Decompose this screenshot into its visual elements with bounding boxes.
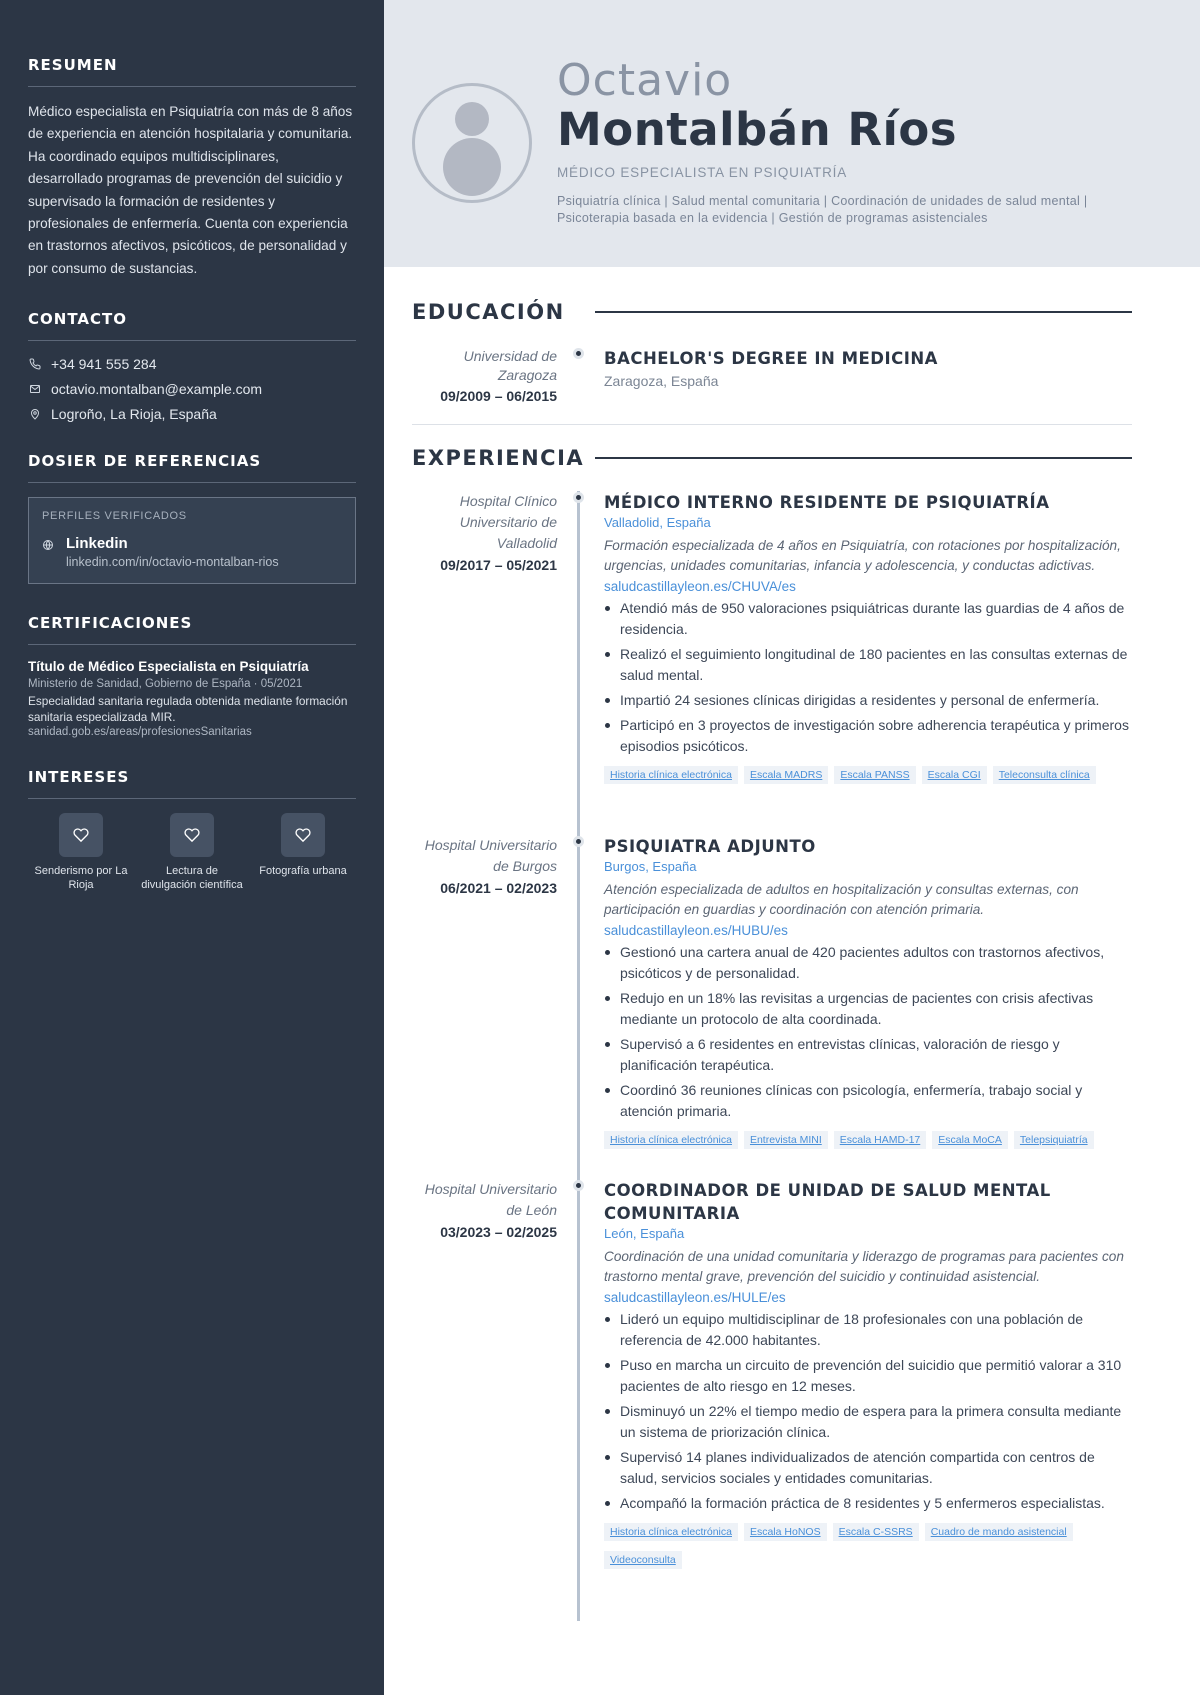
- phone-row[interactable]: [28, 355, 356, 372]
- heart-icon: [170, 813, 214, 857]
- avatar-body: [443, 138, 501, 196]
- experience-dates: 03/2023 – 02/2025: [440, 1224, 557, 1240]
- experience-position: PSIQUIATRA ADJUNTO: [604, 837, 816, 856]
- map-pin-icon: [28, 407, 42, 421]
- bullet-item: Participó en 3 proyectos de investigación sobre adherencia terapéutica y primeros episodios psicóticos.: [604, 715, 1134, 757]
- references-head: PERFILES VERIFICADOS: [42, 510, 187, 523]
- first-name: Octavio: [557, 55, 733, 106]
- profile-header: [384, 0, 1200, 267]
- references-section: [28, 452, 356, 584]
- profile-name: Linkedin: [66, 535, 128, 553]
- phone-text: +34 941 555 284: [51, 355, 157, 372]
- experience-header: [412, 443, 1132, 473]
- references-title: DOSIER DE REFERENCIAS: [28, 452, 356, 483]
- skill-tag[interactable]: Telepsiquiatría: [1014, 1131, 1094, 1149]
- experience-bullets: [604, 1309, 1134, 1514]
- skill-tags: [604, 766, 1134, 794]
- skill-tag[interactable]: Historia clínica electrónica: [604, 1523, 738, 1541]
- cert-description: Especialidad sanitaria regulada obtenida mediante formación sanitaria especializada MIR.: [28, 694, 348, 725]
- references-box: [28, 497, 356, 584]
- experience-institution: Hospital Universitario de León: [424, 1181, 557, 1218]
- education-dates: 09/2009 – 06/2015: [440, 388, 557, 404]
- education-rule: [595, 311, 1132, 313]
- experience-bullets: [604, 942, 1134, 1122]
- summary-section: [28, 56, 356, 280]
- sidebar: [0, 0, 384, 1695]
- interest-label: Fotografía urbana: [259, 865, 347, 878]
- bullet-item: Atendió más de 950 valoraciones psiquiátricas durante las guardias de 4 años de residencia.: [604, 598, 1134, 640]
- experience-title: EXPERIENCIA: [412, 446, 585, 470]
- education-header: [412, 297, 1132, 327]
- experience-location: Valladolid, España: [604, 515, 711, 530]
- heart-icon: [59, 813, 103, 857]
- location-text: Logroño, La Rioja, España: [51, 405, 217, 422]
- keywords: Psiquiatría clínica | Salud mental comunitaria | Coordinación de unidades de salud mental | Psicoterapia basada en la evidencia | Gestión de programas asistenciales: [557, 194, 1088, 225]
- email-row[interactable]: [28, 380, 356, 397]
- experience-link[interactable]: saludcastillayleon.es/HUBU/es: [604, 923, 788, 938]
- location-row: [28, 405, 356, 422]
- skill-tag[interactable]: Escala HoNOS: [744, 1523, 827, 1541]
- skill-tag[interactable]: Escala HAMD-17: [834, 1131, 927, 1149]
- interest-item: [28, 813, 134, 892]
- skill-tag[interactable]: Historia clínica electrónica: [604, 1131, 738, 1149]
- profile-url[interactable]: linkedin.com/in/octavio-montalban-rios: [66, 555, 279, 570]
- experience-description: Coordinación de una unidad comunitaria y liderazgo de programas para pacientes con trastorno mental grave, prevención del suicidio y continuidad asistencial.: [604, 1249, 1124, 1284]
- bullet-item: Impartió 24 sesiones clínicas dirigidas a residentes y personal de enfermería.: [604, 690, 1134, 711]
- avatar-head: [455, 102, 489, 136]
- experience-position: COORDINADOR DE UNIDAD DE SALUD MENTAL COMUNITARIA: [604, 1181, 1051, 1223]
- experience-location: León, España: [604, 1226, 685, 1241]
- mail-icon: [28, 382, 42, 396]
- skill-tags: [604, 1523, 1134, 1579]
- interests-section: [28, 768, 356, 892]
- bullet-item: Redujo en un 18% las revisitas a urgencias de pacientes con crisis afectivas mediante un protocolo de alta coordinada.: [604, 988, 1134, 1030]
- experience-description: Atención especializada de adultos en hospitalización y consultas externas, con participación en guardias y coordinación con atención primaria.: [604, 882, 1079, 917]
- cert-issuer: Ministerio de Sanidad, Gobierno de España · 05/2021: [28, 678, 303, 691]
- education-institution: Universidad de Zaragoza: [463, 348, 557, 383]
- bullet-item: Disminuyó un 22% el tiempo medio de espera para la primera consulta mediante un sistema de priorización clínica.: [604, 1401, 1134, 1443]
- avatar: [412, 83, 532, 203]
- experience-institution: Hospital Clínico Universitario de Valladolid: [459, 493, 557, 551]
- skill-tag[interactable]: Escala CGI: [922, 766, 987, 784]
- bullet-item: Realizó el seguimiento longitudinal de 180 pacientes en las consultas externas de salud mental.: [604, 644, 1134, 686]
- experience-bullets: [604, 598, 1134, 757]
- skill-tag[interactable]: Escala MoCA: [932, 1131, 1008, 1149]
- education-degree: BACHELOR'S DEGREE IN MEDICINA: [604, 349, 938, 368]
- job-title: MÉDICO ESPECIALISTA EN PSIQUIATRÍA: [557, 165, 848, 180]
- experience-timeline: [577, 491, 580, 1621]
- interest-label: Lectura de divulgación científica: [141, 865, 243, 892]
- skill-tags: [604, 1131, 1134, 1159]
- bullet-item: Puso en marcha un circuito de prevención del suicidio que permitió valorar a 310 pacientes de alto riesgo en 12 meses.: [604, 1355, 1134, 1397]
- skill-tag[interactable]: Escala PANSS: [834, 766, 915, 784]
- experience-institution: Hospital Universitario de Burgos: [424, 837, 557, 874]
- experience-link[interactable]: saludcastillayleon.es/HULE/es: [604, 1290, 786, 1305]
- interest-item: [139, 813, 245, 892]
- interest-label: Senderismo por La Rioja: [34, 865, 128, 892]
- timeline-dot: [573, 492, 584, 503]
- bullet-item: Coordinó 36 reuniones clínicas con psicología, enfermería, trabajo social y atención primaria.: [604, 1080, 1134, 1122]
- education-title: EDUCACIÓN: [412, 300, 565, 324]
- experience-link[interactable]: saludcastillayleon.es/CHUVA/es: [604, 579, 796, 594]
- skill-tag[interactable]: Escala C-SSRS: [833, 1523, 919, 1541]
- experience-description: Formación especializada de 4 años en Psiquiatría, con rotaciones por hospitalización, urgencias, unidades comunitarias, infancia y adolescencia, y conductas adictivas.: [604, 538, 1121, 573]
- globe-icon: [42, 538, 56, 556]
- contact-section: [28, 310, 356, 422]
- heart-icon: [281, 813, 325, 857]
- experience-rule: [595, 457, 1132, 459]
- skill-tag[interactable]: Teleconsulta clínica: [993, 766, 1096, 784]
- skill-tag[interactable]: Cuadro de mando asistencial: [925, 1523, 1073, 1541]
- experience-position: MÉDICO INTERNO RESIDENTE DE PSIQUIATRÍA: [604, 493, 1050, 512]
- contact-title: CONTACTO: [28, 310, 356, 341]
- bullet-item: Supervisó 14 planes individualizados de atención compartida con centros de salud, servicios sociales y entidades comunitarias.: [604, 1447, 1134, 1489]
- education-entry: [412, 347, 1132, 425]
- interest-item: [250, 813, 356, 892]
- certifications-title: CERTIFICACIONES: [28, 614, 356, 645]
- bullet-item: Lideró un equipo multidisciplinar de 18 profesionales con una población de referencia de 42.000 habitantes.: [604, 1309, 1134, 1351]
- timeline-dot: [573, 836, 584, 847]
- bullet-item: Acompañó la formación práctica de 8 residentes y 5 enfermeros especialistas.: [604, 1493, 1134, 1514]
- timeline-dot: [573, 1180, 584, 1191]
- timeline-dot: [573, 348, 584, 359]
- cert-url[interactable]: sanidad.gob.es/areas/profesionesSanitarias: [28, 726, 252, 739]
- last-name: Montalbán Ríos: [557, 103, 958, 156]
- bullet-item: Supervisó a 6 residentes en entrevistas clínicas, valoración de riesgo y planificación terapéutica.: [604, 1034, 1134, 1076]
- phone-icon: [28, 357, 42, 371]
- education-location: Zaragoza, España: [604, 373, 719, 389]
- summary-title: RESUMEN: [28, 56, 356, 87]
- skill-tag[interactable]: Entrevista MINI: [744, 1131, 828, 1149]
- certifications-section: [28, 614, 356, 738]
- experience-location: Burgos, España: [604, 859, 697, 874]
- email-text: octavio.montalban@example.com: [51, 380, 263, 397]
- experience-dates: 09/2017 – 05/2021: [440, 557, 557, 573]
- skill-tag[interactable]: Escala MADRS: [744, 766, 828, 784]
- bullet-item: Gestionó una cartera anual de 420 pacientes adultos con trastornos afectivos, psicóticos y de personalidad.: [604, 942, 1134, 984]
- skill-tag[interactable]: Videoconsulta: [604, 1551, 682, 1569]
- summary-text: Médico especialista en Psiquiatría con más de 8 años de experiencia en atención hospitalaria y comunitaria. Ha coordinado equipos multidisciplinares, desarrollado programas de prevención del suicidio y supervisado la formación de residentes y profesionales de enfermería. Cuenta con experiencia en trastornos afectivos, psicóticos, de personalidad y por consumo de sustancias.: [28, 104, 353, 276]
- cert-name: Título de Médico Especialista en Psiquiatría: [28, 659, 309, 675]
- profile-link[interactable]: [42, 535, 342, 569]
- interests-title: INTERESES: [28, 768, 356, 799]
- skill-tag[interactable]: Historia clínica electrónica: [604, 766, 738, 784]
- experience-dates: 06/2021 – 02/2023: [440, 880, 557, 896]
